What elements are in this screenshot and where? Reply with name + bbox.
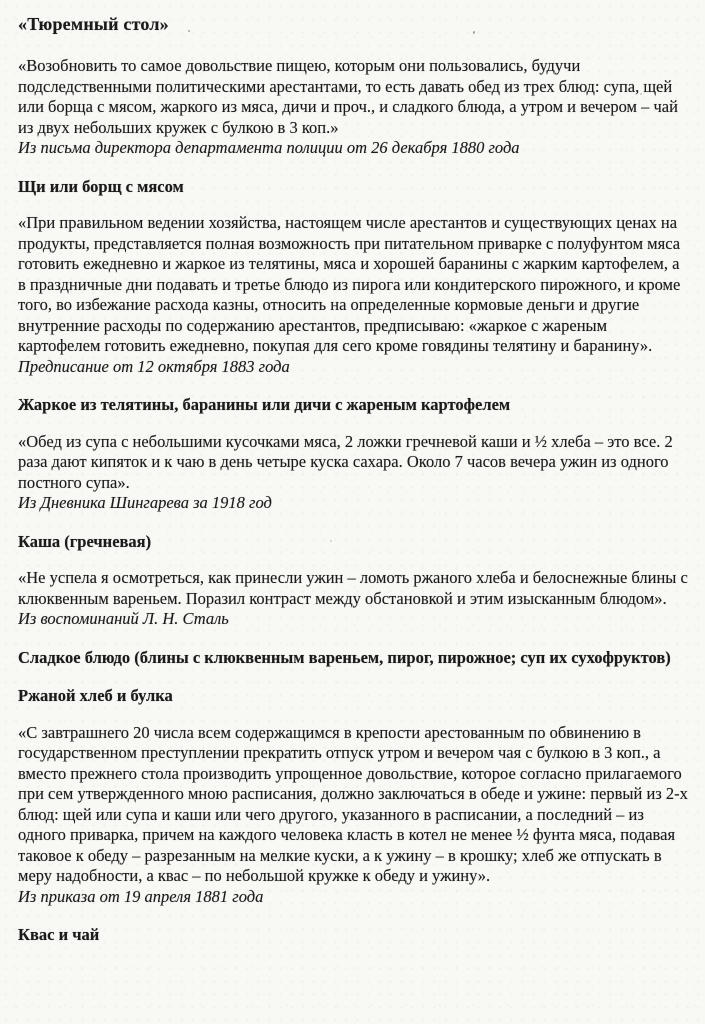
quote-rzhanoy-khleb: «С завтрашнего 20 числа всем содержащимся в крепости арестованным по обвинению в государственном преступлении прекратить отпуск утром и вечером чая с булкою в 3 коп., а вместо прежнего стола производить упрощенное довольствие, которое согласно прилагаемого при сем утвержденного мною расписания, должно заключаться в обеде и ужине: первый из 2-х блюд: щей или супа и каши или чего другого, указанного в расписании, а последний – из одного приварка, причем на каждого человека класть в котел не менее ½ фунта мяса, подавая таковое к обеду – разрезанным на мелкие куски, а к ужину – в крошку; хлеб же отпускать в меру надобности, а квас – по небольшой кружке к обеду и ужину». xyxy=(18,722,688,885)
source-rzhanoy-khleb: Из приказа от 19 апреля 1881 года xyxy=(18,886,264,906)
heading-kasha: Каша (гречневая) xyxy=(18,531,152,551)
quote-kasha: «Не успела я осмотреться, как принесли ужин – ломоть ржаного хлеба и белоснежные блины с клюквенным вареньем. Поразил контраст между обстановкой и этим изысканным блюдом». xyxy=(18,568,688,608)
source-zharkoe: Из Дневника Шингарева за 1918 год xyxy=(18,493,272,512)
page-title: «Тюремный стол» xyxy=(18,14,169,34)
intro-source: Из письма директора департамента полиции от 26 декабря 1880 года xyxy=(18,138,520,157)
heading-kvas-chay: Квас и чай xyxy=(18,925,100,944)
heading-zharkoe: Жаркое из телятины, баранины или дичи с жареным картофелем xyxy=(18,395,511,414)
intro-quote: «Возобновить то самое довольствие пищею, которым они пользовались, будучи подследственными политическими арестантами, то есть давать обед из трех блюд: супа, щей или борща с мясом, жаркого из мяса, дичи и проч., и сладкого блюда, а утром и вечером – чай из двух небольших кружек с булкою в 3 коп.» xyxy=(18,56,678,137)
heading-rzhanoy-khleb: Ржаной хлеб и булка xyxy=(18,686,173,705)
quote-shchi-borscht: «При правильном ведении хозяйства, настоящем числе арестантов и существующих ценах на продукты, представляется полная возможность при питательном приварке с полуфунтом мяса готовить ежедневно и жаркое из телятины, мяса и хорошей баранины с жарким картофелем, а в праздничные дни подавать и третье блюдо из пирога или кондитерского пирожного, и кроме того, во избежание расхода казны, относить на определенные кормовые деньги и другие внутренние расходы по содержанию арестантов, предписываю: «жаркое с жареным картофелем готовить ежедневно, покупая для сего кроме говядины телятину и баранину». xyxy=(18,213,681,355)
heading-sladkoe-blyudo: Сладкое блюдо (блины с клюквенным вареньем, пирог, пирожное; суп их сухофруктов) xyxy=(18,647,671,667)
source-shchi-borscht: Предписание от 12 октября 1883 года xyxy=(18,356,290,376)
quote-zharkoe: «Обед из супа с небольшими кусочками мяса, 2 ложки гречневой каши и ½ хлеба – это все. 2 раза дают кипяток и к чаю в день четыре куска сахара. Около 7 часов вечера ужин из одного постного супа». xyxy=(18,431,673,492)
heading-shchi-borscht: Щи или борщ с мясом xyxy=(18,176,184,196)
source-kasha: Из воспоминаний Л. Н. Сталь xyxy=(18,609,229,628)
